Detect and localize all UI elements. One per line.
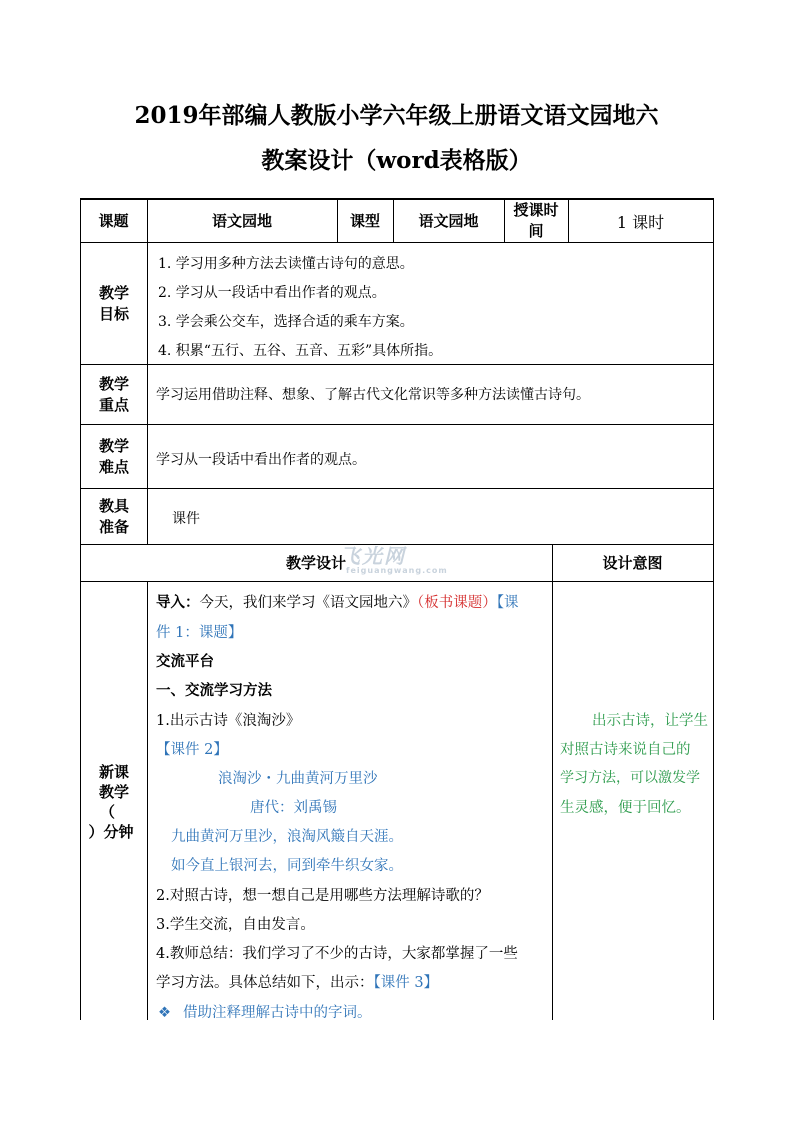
platform-heading: 交流平台 <box>156 653 214 670</box>
new-lesson-label-line: （ <box>100 803 116 821</box>
new-lesson-label-line: 新课 <box>98 763 129 781</box>
row-divider <box>80 364 714 365</box>
step4-line-b <box>156 971 438 992</box>
label-column-divider <box>147 198 148 544</box>
watermark-logo <box>340 540 448 575</box>
type-value: 语文园地 <box>418 211 479 230</box>
new-lesson-label-line: 教学 <box>98 783 129 801</box>
intent-line: 生灵感，便于回忆。 <box>560 800 691 816</box>
intent-line: 出示古诗，让学生 <box>592 713 708 729</box>
intro-courseware-a: 【课 <box>496 595 519 611</box>
step2-text: 2.对照古诗，想一想自己是用哪些方法理解诗歌的？ <box>156 888 489 904</box>
bullet1-text: 借助注释理解古诗中的字词。 <box>183 1005 372 1021</box>
step4-text-b: 学习方法。具体总结如下，出示： <box>156 975 374 991</box>
section1-heading: 一、交流学习方法 <box>156 682 272 699</box>
goal-item: 2. 学习从一段话中看出作者的观点。 <box>158 285 386 301</box>
topic-label: 课题 <box>98 211 129 230</box>
type-label: 课型 <box>349 211 380 230</box>
row-divider <box>80 581 714 582</box>
tools-label: 教具准备 <box>98 496 129 536</box>
document-title-line1: 2019年部编人教版小学六年级上册语文语文园地六 <box>134 102 659 129</box>
courseware2-tag: 【课件 2】 <box>156 742 228 758</box>
bullet-line <box>158 1001 372 1022</box>
intent-line: 对照古诗来说自己的 <box>560 742 691 758</box>
time-label: 授课时间 <box>513 201 559 240</box>
header-divider <box>504 198 505 242</box>
focus-text: 学习运用借助注释、想象、了解古代文化常识等多种方法读懂古诗句。 <box>156 387 590 403</box>
intro-label: 导入： <box>156 594 200 611</box>
time-value: 1 课时 <box>616 212 665 232</box>
intent-line: 学习方法，可以激发学 <box>560 770 700 786</box>
poem-title: 浪淘沙・九曲黄河万里沙 <box>218 771 378 787</box>
table-right-border <box>713 198 714 1020</box>
new-lesson-label-line: ）分钟 <box>88 823 134 841</box>
design-header: 教学设计 <box>285 553 346 572</box>
label-column-divider <box>147 581 148 1020</box>
tools-text: 课件 <box>172 511 200 527</box>
step4-text-a: 4.教师总结：我们学习了不少的古诗，大家都掌握了一些 <box>156 946 518 962</box>
goal-item: 1. 学习用多种方法去读懂古诗句的意思。 <box>158 256 414 272</box>
row-divider <box>80 424 714 425</box>
step1-text: 1.出示古诗《浪淘沙》 <box>156 713 301 729</box>
focus-label: 教学重点 <box>98 374 129 414</box>
intro-line <box>156 591 519 612</box>
difficulty-text: 学习从一段话中看出作者的观点。 <box>156 452 366 468</box>
intro-text: 今天，我们来学习《语文园地六》 <box>199 595 417 611</box>
step3-text: 3.学生交流，自由发言。 <box>156 917 315 933</box>
poem-line2: 如今直上银河去，同到牵牛织女家。 <box>171 858 403 874</box>
intent-header: 设计意图 <box>602 553 663 572</box>
difficulty-label: 教学难点 <box>98 436 129 476</box>
table-left-border <box>80 198 81 1020</box>
topic-value: 语文园地 <box>211 211 272 230</box>
intent-column-divider <box>552 544 553 1020</box>
new-lesson-label <box>88 762 136 842</box>
goal-item: 4. 积累“五行、五谷、五音、五彩”具体所指。 <box>158 343 443 359</box>
poem-line1: 九曲黄河万里沙，浪淘风簸自天涯。 <box>171 829 403 845</box>
row-divider <box>80 488 714 489</box>
document-title-line2: 教案设计（word表格版） <box>261 147 532 174</box>
row-divider <box>80 242 714 243</box>
diamond-bullet-icon: ❖ <box>158 1005 171 1021</box>
intro-board-note: （板书课题） <box>417 595 497 611</box>
goals-label: 教学目标 <box>98 283 129 323</box>
goal-item: 3. 学会乘公交车，选择合适的乘车方案。 <box>158 314 414 330</box>
courseware3-tag: 【课件 3】 <box>373 975 439 991</box>
poem-author: 唐代：刘禹锡 <box>250 800 337 816</box>
watermark-sub: feiguangwang.com <box>346 566 448 575</box>
intro-courseware-b: 件 1：课题】 <box>156 625 243 641</box>
watermark-main: 飞光网 <box>340 544 406 568</box>
